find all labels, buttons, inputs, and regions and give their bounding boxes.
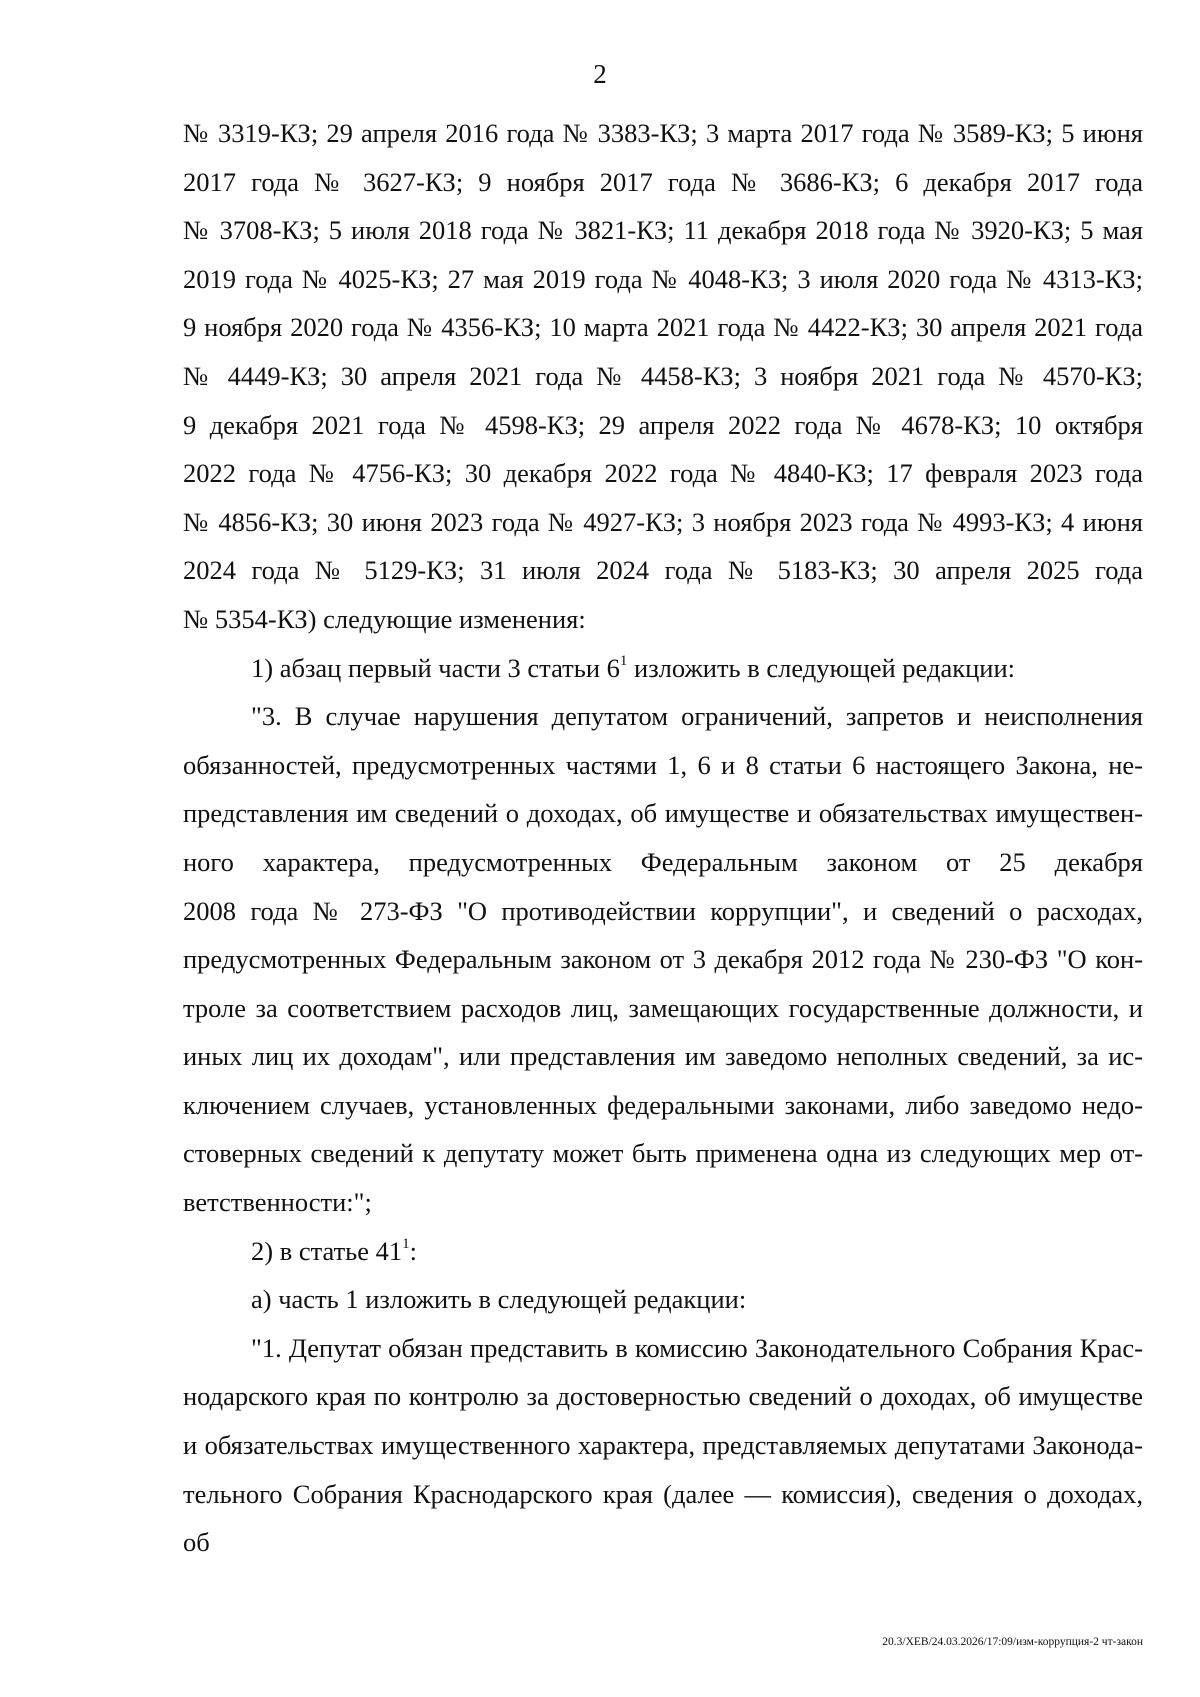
text-line: и обязательствах имущественного характера, представляемых депутатами Законода- — [183, 1430, 1143, 1461]
footer-document-code: 20.3/ХЕВ/24.03.2026/17:09/изм-коррупция-2 чт-закон — [882, 1636, 1143, 1648]
text-line: 9 ноября 2020 года № 4356-КЗ; 10 марта 2021 года № 4422-КЗ; 30 апреля 2021 года — [183, 312, 1143, 343]
text-line: тельного Собрания Краснодарского края (далее — комиссия), сведения о доходах, об — [183, 1478, 1143, 1558]
text-fragment: : — [409, 1235, 418, 1266]
text-line: иных лиц их доходам", или представления им заведомо неполных сведений, за ис- — [183, 1041, 1143, 1072]
text-line: а) часть 1 изложить в следующей редакции: — [251, 1284, 747, 1315]
text-line: "3. В случае нарушения депутатом ограничений, запретов и неисполнения — [251, 701, 1143, 732]
text-line: № 4856-КЗ; 30 июня 2023 года № 4927-КЗ; 3 ноября 2023 года № 4993-КЗ; 4 июня — [183, 506, 1143, 537]
text-line: № 3319-КЗ; 29 апреля 2016 года № 3383-КЗ; 3 марта 2017 года № 3589-КЗ; 5 июня — [183, 118, 1143, 148]
text-line: представления им сведений о доходах, об имуществе и обязательствах имуществен- — [183, 798, 1143, 829]
text-line: 2019 года № 4025-КЗ; 27 мая 2019 года № 4048-КЗ; 3 июля 2020 года № 4313-КЗ; — [183, 263, 1143, 294]
text-fragment: 1) абзац первый части 3 статьи 6 — [251, 652, 620, 683]
document-body — [183, 109, 1143, 1567]
text-line: ного характера, предусмотренных Федеральным законом от 25 декабря — [183, 846, 1143, 877]
text-line: ветственности:"; — [183, 1187, 372, 1218]
superscript: 1 — [619, 652, 628, 669]
text-line: 2024 года № 5129-КЗ; 31 июля 2024 года № 5183-КЗ; 30 апреля 2025 года — [183, 555, 1143, 586]
amendment-item-2 — [183, 1227, 1143, 1276]
text-fragment: 2) в статье 41 — [251, 1235, 403, 1266]
amendment-item-1 — [183, 644, 1143, 693]
text-line: ключением случаев, установленных федеральными законами, либо заведомо недо- — [183, 1089, 1143, 1120]
text-line: троле за соответствием расходов лиц, замещающих государственные должности, и — [183, 992, 1143, 1023]
superscript: 1 — [402, 1235, 410, 1252]
text-line: № 4449-КЗ; 30 апреля 2021 года № 4458-КЗ; 3 ноября 2021 года № 4570-КЗ; — [183, 360, 1143, 391]
text-line: 2017 года № 3627-КЗ; 9 ноября 2017 года № 3686-КЗ; 6 декабря 2017 года — [183, 166, 1143, 197]
text-line: "1. Депутат обязан представить в комиссию Законодательного Собрания Крас- — [251, 1332, 1143, 1363]
text-line: № 5354-КЗ) следующие изменения: — [183, 603, 586, 634]
text-line: обязанностей, предусмотренных частями 1, 6 и 8 статьи 6 настоящего Закона, не- — [183, 749, 1143, 780]
text-fragment: изложить в следующей редакции: — [627, 652, 1015, 683]
text-line: 2008 года № 273-ФЗ "О противодействии коррупции", и сведений о расходах, — [183, 895, 1143, 926]
text-line: нодарского края по контролю за достоверностью сведений о доходах, об имуществе — [183, 1381, 1143, 1412]
page-number: 2 — [593, 59, 607, 89]
text-line: 2022 года № 4756-КЗ; 30 декабря 2022 года № 4840-КЗ; 17 февраля 2023 года — [183, 458, 1143, 489]
text-line: № 3708-КЗ; 5 июля 2018 года № 3821-КЗ; 11 декабря 2018 года № 3920-КЗ; 5 мая — [183, 215, 1143, 246]
text-line: 9 декабря 2021 года № 4598-КЗ; 29 апреля 2022 года № 4678-КЗ; 10 октября — [183, 409, 1143, 440]
text-line: стоверных сведений к депутату может быть применена одна из следующих мер от- — [183, 1138, 1143, 1169]
text-line: предусмотренных Федеральным законом от 3 декабря 2012 года № 230-ФЗ "О кон- — [183, 944, 1143, 975]
